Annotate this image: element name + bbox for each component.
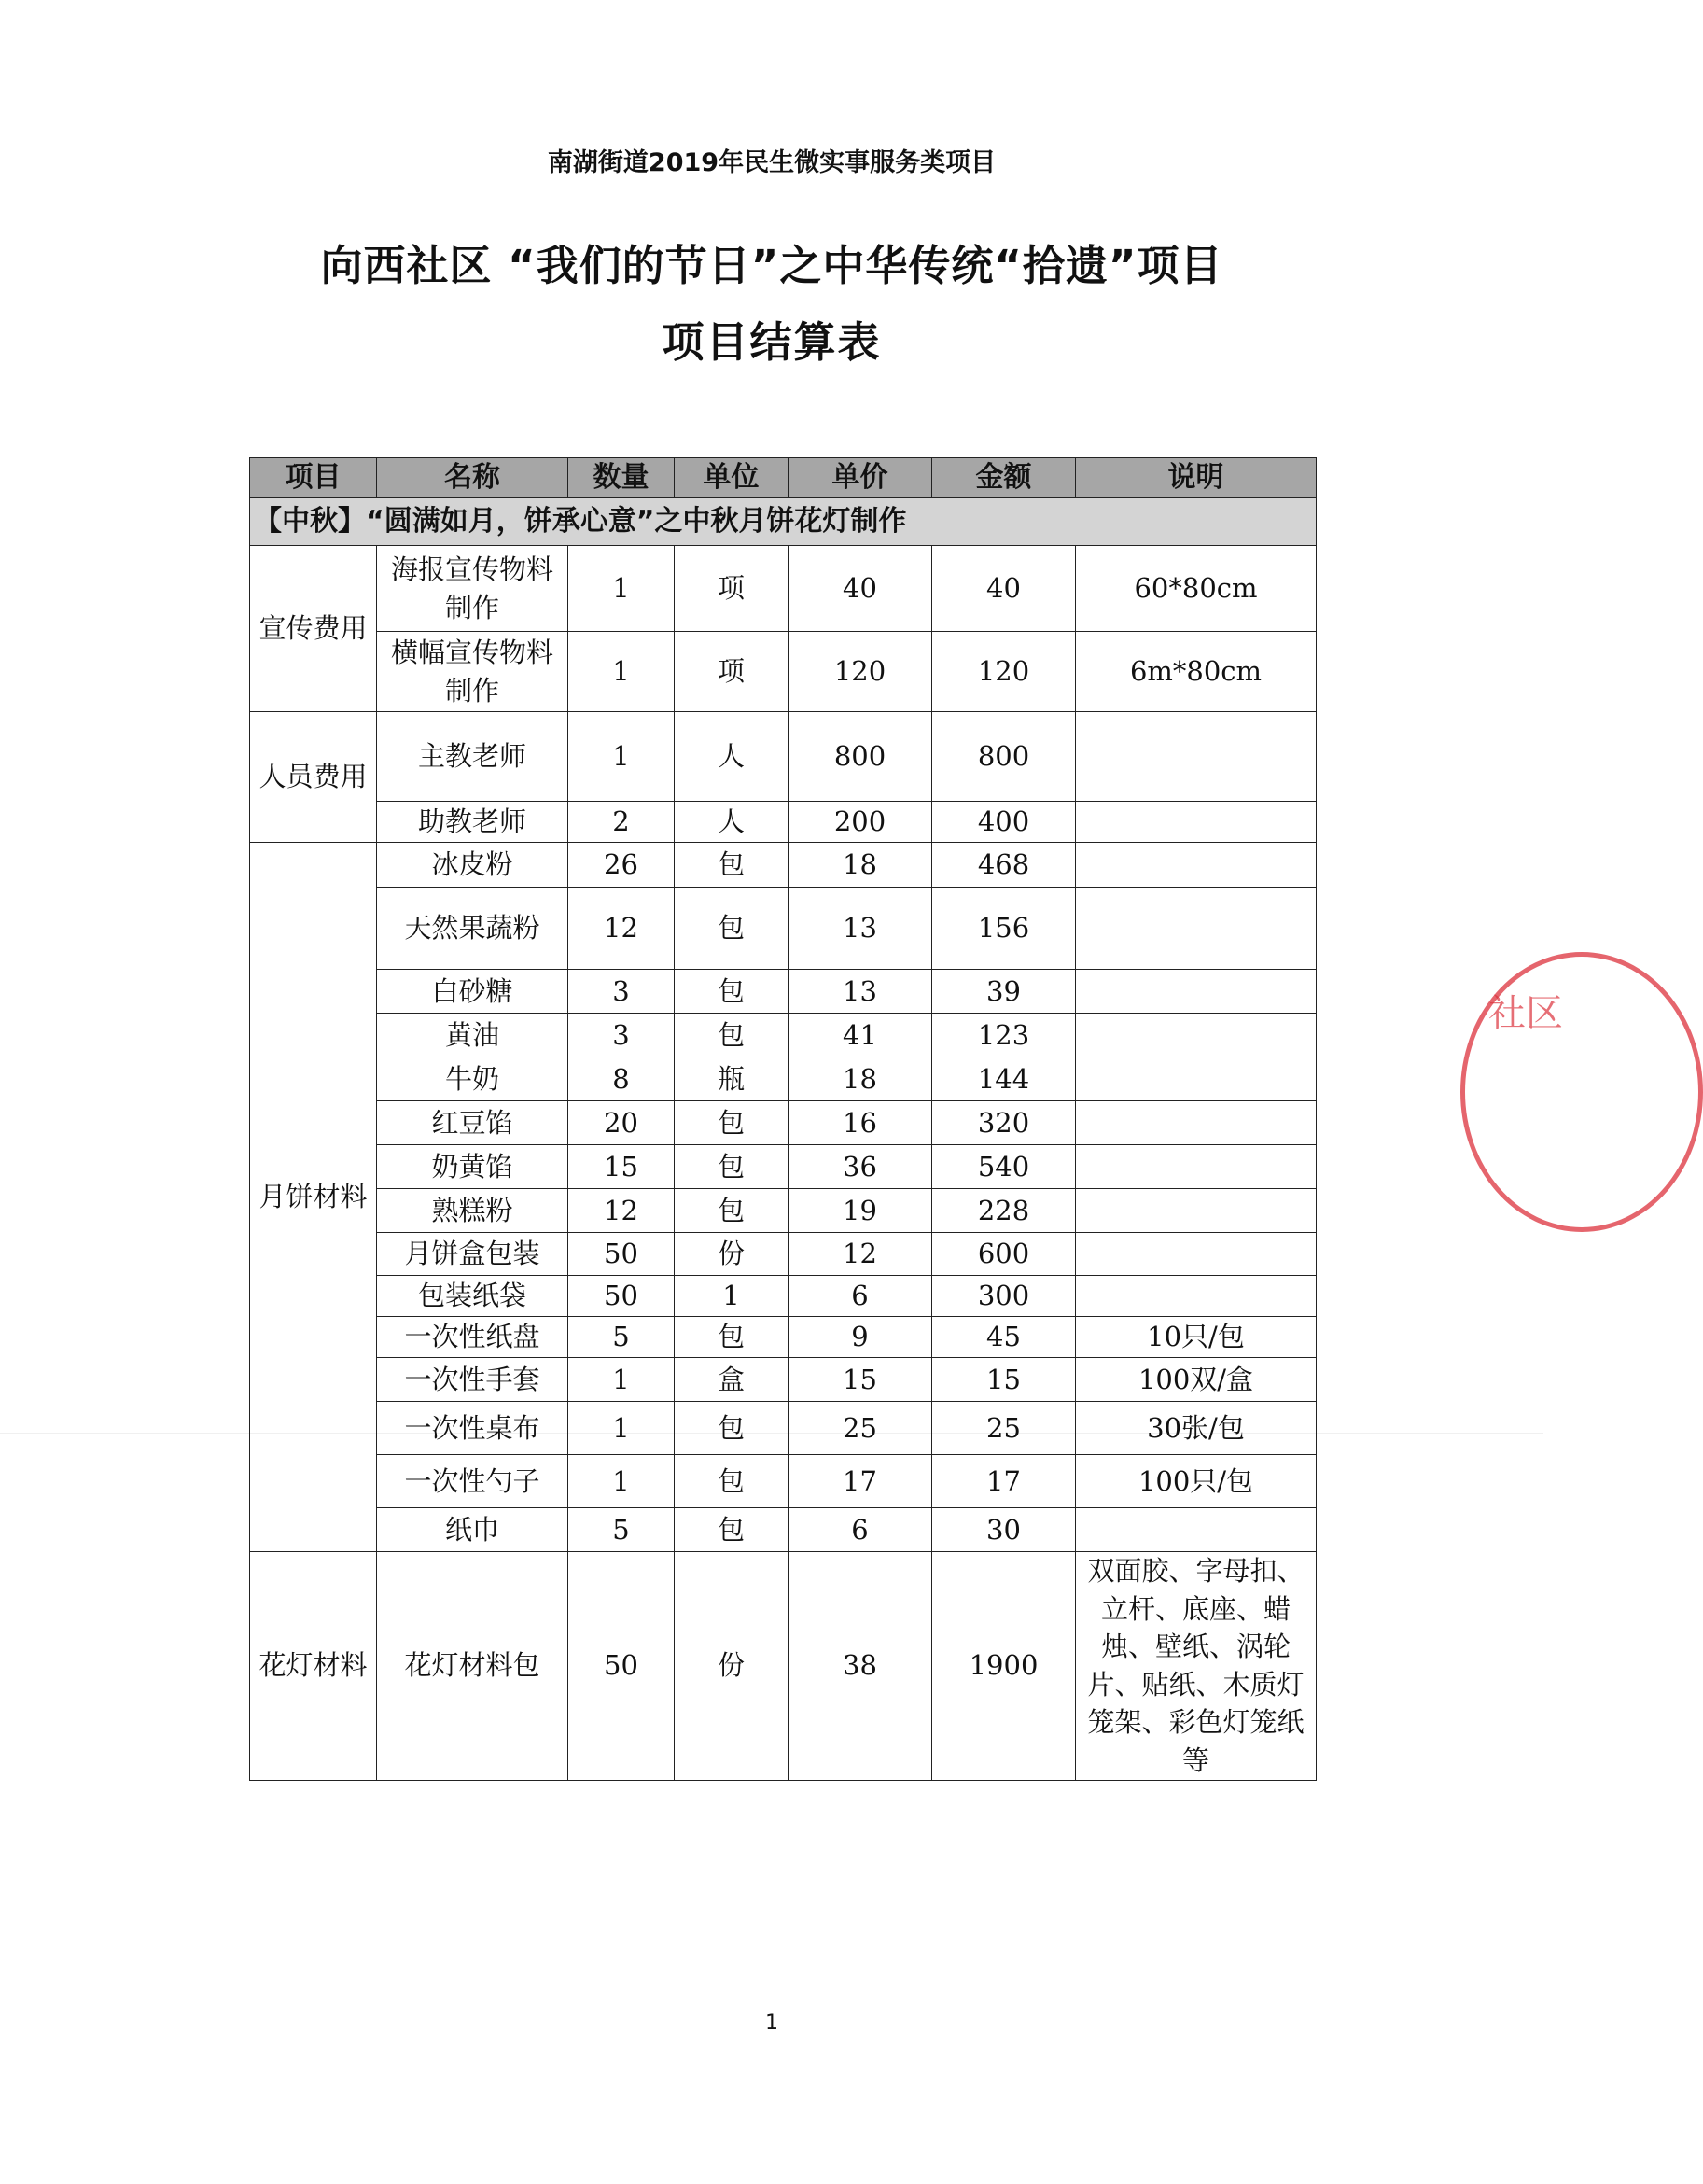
document-title-settlement: 项目结算表: [662, 317, 882, 367]
cell-qty: 3: [568, 1014, 675, 1057]
cell-note: 30张/包: [1076, 1402, 1317, 1455]
cell-amount: 25: [932, 1402, 1076, 1455]
cell-name: 熟糕粉: [377, 1189, 568, 1233]
cell-qty: 3: [568, 970, 675, 1014]
section-title: 【中秋】“圆满如月，饼承心意”之中秋月饼花灯制作: [250, 498, 1317, 546]
cell-amount: 228: [932, 1189, 1076, 1233]
section-row: [250, 498, 1317, 546]
cell-note: [1076, 970, 1317, 1014]
cell-qty: 2: [568, 802, 675, 843]
cell-name: 一次性纸盘: [377, 1317, 568, 1358]
cell-name: 红豆馅: [377, 1101, 568, 1145]
table-row: [250, 632, 1317, 712]
cell-name: 一次性桌布: [377, 1402, 568, 1455]
cell-qty: 1: [568, 632, 675, 712]
cell-qty: 50: [568, 1233, 675, 1276]
cell-amount: 600: [932, 1233, 1076, 1276]
cell-amount: 17: [932, 1455, 1076, 1508]
cell-price: 36: [789, 1145, 932, 1189]
category-staff: 人员费用: [250, 712, 377, 843]
header-quantity: 数量: [568, 458, 675, 498]
cell-unit: 包: [675, 1014, 789, 1057]
cell-note: [1076, 1233, 1317, 1276]
cell-note: [1076, 1057, 1317, 1101]
cell-note: 100只/包: [1076, 1455, 1317, 1508]
cell-amount: 468: [932, 843, 1076, 888]
cell-qty: 1: [568, 1358, 675, 1402]
cell-qty: 1: [568, 1455, 675, 1508]
cell-note: [1076, 843, 1317, 888]
cell-amount: 400: [932, 802, 1076, 843]
cell-amount: 320: [932, 1101, 1076, 1145]
cell-qty: 12: [568, 1189, 675, 1233]
cell-note: 双面胶、字母扣、立杆、底座、蜡烛、壁纸、涡轮片、贴纸、木质灯笼架、彩色灯笼纸等: [1076, 1552, 1317, 1781]
cell-unit: 包: [675, 1508, 789, 1552]
table-row: [250, 1014, 1317, 1057]
cell-unit: 份: [675, 1552, 789, 1781]
cell-unit: 包: [675, 1145, 789, 1189]
cell-name: 黄油: [377, 1014, 568, 1057]
cell-unit: 包: [675, 843, 789, 888]
cell-price: 18: [789, 843, 932, 888]
cell-price: 17: [789, 1455, 932, 1508]
table-row: [250, 546, 1317, 632]
table-row: [250, 1402, 1317, 1455]
cell-note: 100双/盒: [1076, 1358, 1317, 1402]
cell-name: 一次性勺子: [377, 1455, 568, 1508]
table-row: [250, 712, 1317, 802]
cell-qty: 5: [568, 1508, 675, 1552]
table-row: [250, 888, 1317, 970]
cell-note: [1076, 1014, 1317, 1057]
cell-unit: 包: [675, 1402, 789, 1455]
cell-price: 19: [789, 1189, 932, 1233]
table-row: [250, 843, 1317, 888]
cell-amount: 123: [932, 1014, 1076, 1057]
header-unit: 单位: [675, 458, 789, 498]
cell-price: 40: [789, 546, 932, 632]
table-row: [250, 1276, 1317, 1317]
cell-name: 横幅宣传物料制作: [377, 632, 568, 712]
cell-note: [1076, 888, 1317, 970]
cell-price: 41: [789, 1014, 932, 1057]
red-seal-text: 社区: [1488, 992, 1563, 1035]
cell-note: [1076, 712, 1317, 802]
cell-unit: 份: [675, 1233, 789, 1276]
table-row: [250, 1317, 1317, 1358]
cell-name: 奶黄馅: [377, 1145, 568, 1189]
header-amount: 金额: [932, 458, 1076, 498]
cell-note: [1076, 1508, 1317, 1552]
table-row: [250, 1145, 1317, 1189]
page-number: 1: [765, 2011, 778, 2035]
cell-price: 38: [789, 1552, 932, 1781]
cell-qty: 26: [568, 843, 675, 888]
cell-name: 牛奶: [377, 1057, 568, 1101]
cell-price: 9: [789, 1317, 932, 1358]
cell-qty: 50: [568, 1276, 675, 1317]
cell-amount: 800: [932, 712, 1076, 802]
cell-qty: 50: [568, 1552, 675, 1781]
cell-note: 10只/包: [1076, 1317, 1317, 1358]
cell-amount: 540: [932, 1145, 1076, 1189]
cell-price: 13: [789, 970, 932, 1014]
cell-unit: 人: [675, 712, 789, 802]
cell-name: 冰皮粉: [377, 843, 568, 888]
cell-amount: 300: [932, 1276, 1076, 1317]
cell-unit: 盒: [675, 1358, 789, 1402]
cell-qty: 1: [568, 546, 675, 632]
cell-note: 60*80cm: [1076, 546, 1317, 632]
header-category: 项目: [250, 458, 377, 498]
cell-amount: 45: [932, 1317, 1076, 1358]
cell-name: 白砂糖: [377, 970, 568, 1014]
cell-qty: 5: [568, 1317, 675, 1358]
category-mooncake: 月饼材料: [250, 843, 377, 1552]
cell-amount: 30: [932, 1508, 1076, 1552]
cell-name: 花灯材料包: [377, 1552, 568, 1781]
cell-price: 12: [789, 1233, 932, 1276]
cell-unit: 项: [675, 632, 789, 712]
cell-qty: 1: [568, 1402, 675, 1455]
cell-amount: 144: [932, 1057, 1076, 1101]
cell-note: [1076, 1101, 1317, 1145]
cell-unit: 项: [675, 546, 789, 632]
cell-price: 25: [789, 1402, 932, 1455]
cell-qty: 20: [568, 1101, 675, 1145]
cell-price: 120: [789, 632, 932, 712]
cell-name: 海报宣传物料制作: [377, 546, 568, 632]
table-row: [250, 802, 1317, 843]
document-title: 向西社区 “我们的节日”之中华传统“拾遗”项目: [320, 241, 1223, 290]
cell-name: 纸巾: [377, 1508, 568, 1552]
table-row: [250, 1233, 1317, 1276]
document-subtitle: 南湖街道2019年民生微实事服务类项目: [547, 148, 997, 177]
cell-price: 15: [789, 1358, 932, 1402]
cell-price: 800: [789, 712, 932, 802]
cell-name: 天然果蔬粉: [377, 888, 568, 970]
cell-qty: 12: [568, 888, 675, 970]
cell-name: 一次性手套: [377, 1358, 568, 1402]
cell-price: 200: [789, 802, 932, 843]
cell-amount: 15: [932, 1358, 1076, 1402]
cell-price: 13: [789, 888, 932, 970]
cell-note: [1076, 1276, 1317, 1317]
category-publicity: 宣传费用: [250, 546, 377, 712]
table-row: [250, 1101, 1317, 1145]
cell-amount: 156: [932, 888, 1076, 970]
cell-unit: 包: [675, 1101, 789, 1145]
cell-unit: 包: [675, 1189, 789, 1233]
settlement-table: [249, 457, 1317, 1781]
table-row: [250, 1552, 1317, 1781]
cell-unit: 包: [675, 888, 789, 970]
table-row: [250, 970, 1317, 1014]
table-row: [250, 1455, 1317, 1508]
header-unit-price: 单价: [789, 458, 932, 498]
cell-amount: 40: [932, 546, 1076, 632]
cell-unit: 人: [675, 802, 789, 843]
header-note: 说明: [1076, 458, 1317, 498]
table-row: [250, 1358, 1317, 1402]
cell-qty: 8: [568, 1057, 675, 1101]
table-row: [250, 1057, 1317, 1101]
cell-unit: 包: [675, 1317, 789, 1358]
header-name: 名称: [377, 458, 568, 498]
cell-note: 6m*80cm: [1076, 632, 1317, 712]
cell-name: 主教老师: [377, 712, 568, 802]
cell-qty: 1: [568, 712, 675, 802]
table-row: [250, 1189, 1317, 1233]
cell-unit: 包: [675, 1455, 789, 1508]
table-row: [250, 1508, 1317, 1552]
cell-note: [1076, 802, 1317, 843]
cell-price: 6: [789, 1276, 932, 1317]
cell-name: 月饼盒包装: [377, 1233, 568, 1276]
cell-unit: 1: [675, 1276, 789, 1317]
table-header-row: [250, 458, 1317, 498]
category-lantern: 花灯材料: [250, 1552, 377, 1781]
cell-note: [1076, 1189, 1317, 1233]
cell-unit: 瓶: [675, 1057, 789, 1101]
cell-name: 助教老师: [377, 802, 568, 843]
cell-price: 18: [789, 1057, 932, 1101]
cell-amount: 120: [932, 632, 1076, 712]
cell-amount: 39: [932, 970, 1076, 1014]
cell-unit: 包: [675, 970, 789, 1014]
cell-name: 包装纸袋: [377, 1276, 568, 1317]
cell-price: 16: [789, 1101, 932, 1145]
cell-amount: 1900: [932, 1552, 1076, 1781]
cell-qty: 15: [568, 1145, 675, 1189]
cell-note: [1076, 1145, 1317, 1189]
cell-price: 6: [789, 1508, 932, 1552]
